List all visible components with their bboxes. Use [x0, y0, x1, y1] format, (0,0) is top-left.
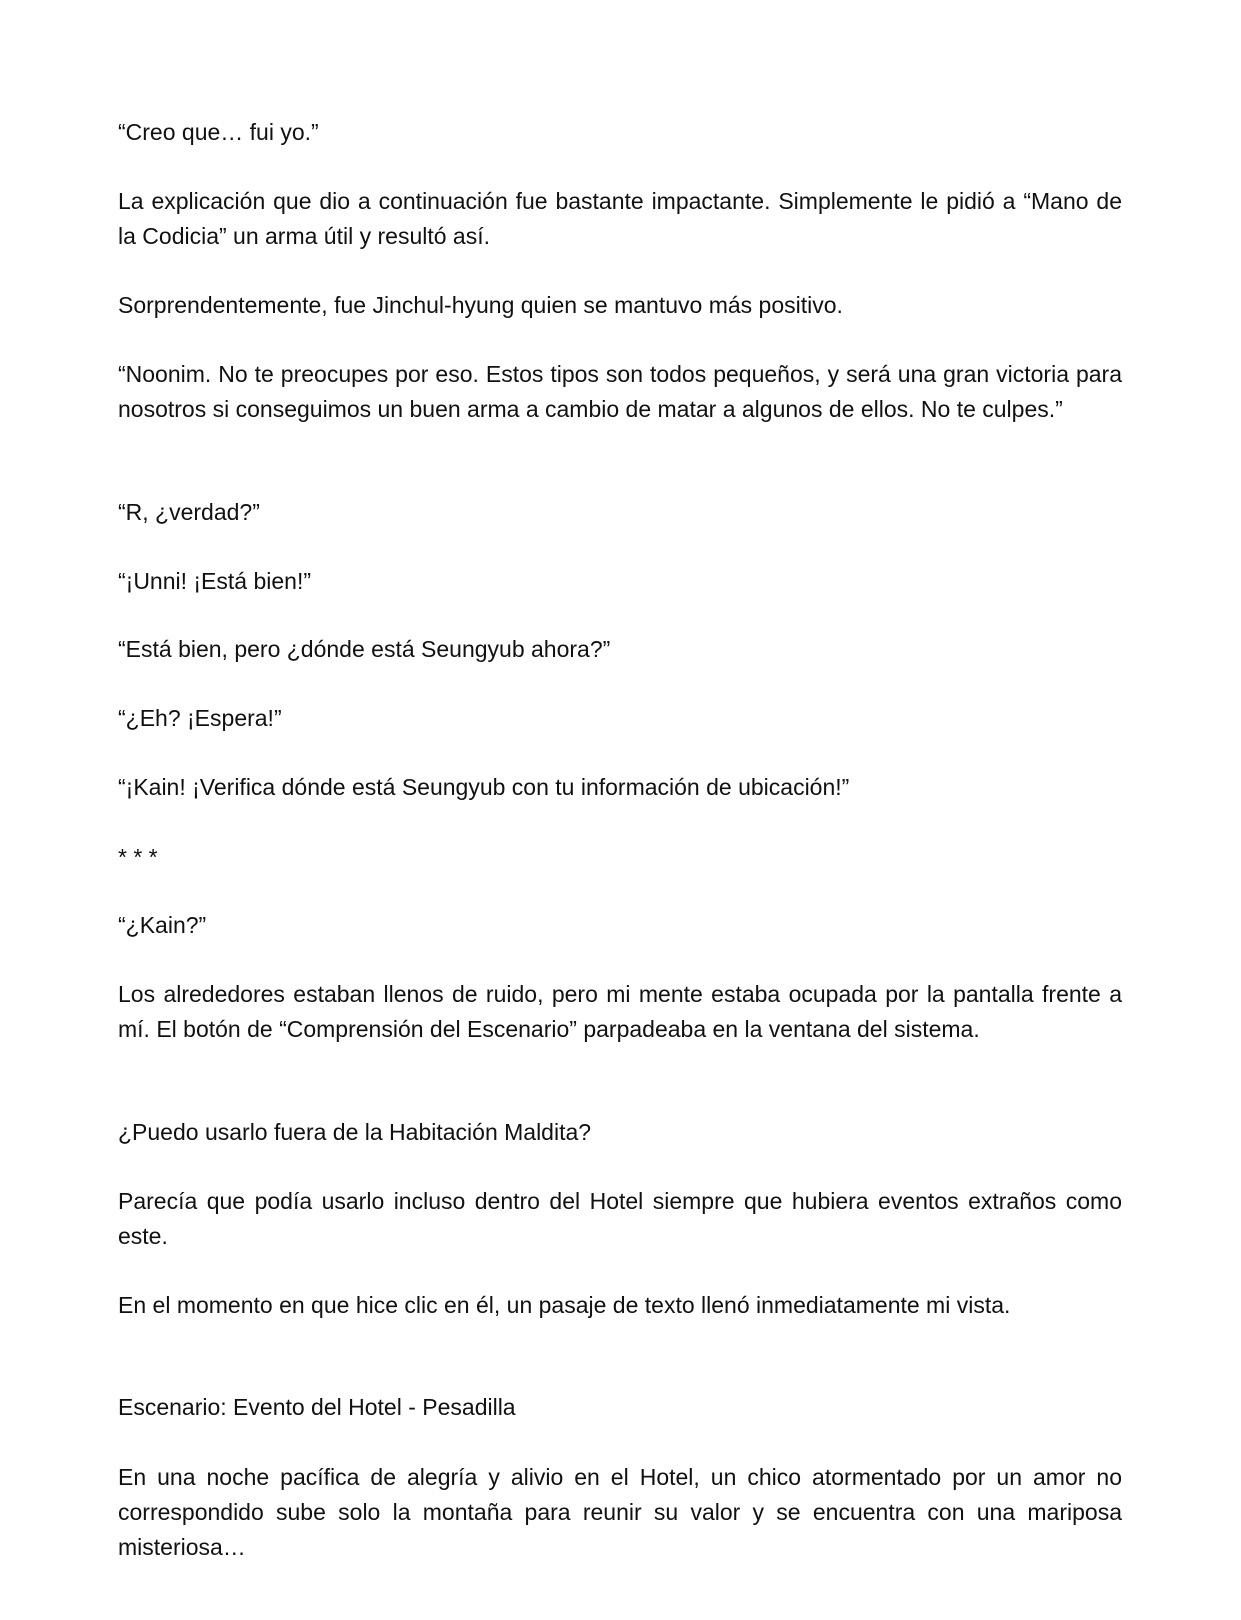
dialogue-paragraph: “¿Kain?”: [118, 912, 207, 938]
scene-break: * * *: [118, 844, 158, 870]
thought-paragraph: ¿Puedo usarlo fuera de la Habitación Maldita?: [118, 1119, 592, 1145]
dialogue-paragraph: “¡Kain! ¡Verifica dónde está Seungyub con tu información de ubicación!”: [118, 774, 850, 800]
dialogue-paragraph: “R, ¿verdad?”: [118, 499, 260, 525]
narrative-paragraph: Parecía que podía usarlo incluso dentro del Hotel siempre que hubiera eventos extraños como este.: [118, 1188, 1122, 1249]
document-page: [118, 0, 1122, 1620]
narrative-paragraph: Sorprendentemente, fue Jinchul-hyung quien se mantuvo más positivo.: [118, 292, 843, 318]
dialogue-paragraph: “Está bien, pero ¿dónde está Seungyub ahora?”: [118, 636, 611, 662]
narrative-paragraph: Los alrededores estaban llenos de ruido, pero mi mente estaba ocupada por la pantalla frente a mí. El botón de “Comprensión del Escenario” parpadeaba en la ventana del sistema.: [118, 981, 1122, 1042]
scenario-heading: Escenario: Evento del Hotel - Pesadilla: [118, 1394, 516, 1420]
scenario-description: En una noche pacífica de alegría y alivio en el Hotel, un chico atormentado por un amor no correspondido sube solo la montaña para reunir su valor y se encuentra con una mariposa misteriosa…: [118, 1464, 1122, 1560]
dialogue-paragraph: “¡Unni! ¡Está bien!”: [118, 568, 312, 594]
narrative-paragraph: En el momento en que hice clic en él, un pasaje de texto llenó inmediatamente mi vista.: [118, 1292, 1011, 1318]
narrative-paragraph: La explicación que dio a continuación fue bastante impactante. Simplemente le pidió a “Mano de la Codicia” un arma útil y resultó así.: [118, 188, 1122, 249]
dialogue-paragraph: “Noonim. No te preocupes por eso. Estos tipos son todos pequeños, y será una gran victoria para nosotros si conseguimos un buen arma a cambio de matar a algunos de ellos. No te culpes.”: [118, 361, 1122, 422]
dialogue-paragraph: “¿Eh? ¡Espera!”: [118, 705, 282, 731]
dialogue-paragraph: “Creo que… fui yo.”: [118, 119, 319, 145]
